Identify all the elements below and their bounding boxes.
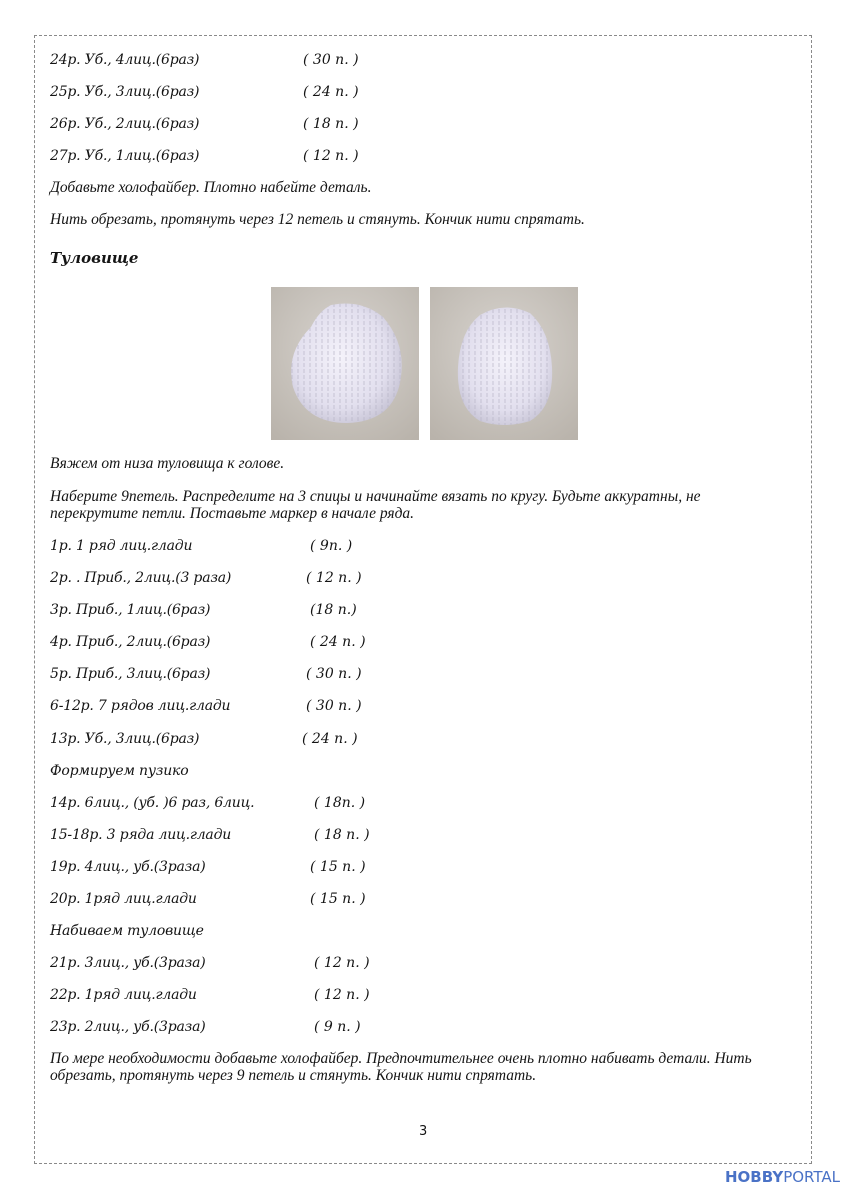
- knitted-body-photo-front: [430, 287, 578, 440]
- note-fill: Добавьте холофайбер. Плотно набейте деталь.: [50, 179, 372, 196]
- row-count: ( 12 п. ): [306, 570, 362, 586]
- row-count: ( 15 п. ): [310, 859, 366, 875]
- subheading-belly: Формируем пузико: [50, 763, 189, 779]
- page-number: 3: [419, 1124, 428, 1139]
- row-count: ( 12 п. ): [303, 148, 359, 164]
- row-count: ( 9 п. ): [314, 1019, 361, 1035]
- row-count: (18 п.): [310, 602, 357, 618]
- row-count: ( 18п. ): [314, 795, 366, 811]
- row-step: 25р. Уб., 3лиц.(6раз): [50, 84, 200, 100]
- row-step: 13р. Уб., 3лиц.(6раз): [50, 731, 200, 747]
- row-step: 23р. 2лиц., уб.(3раза): [50, 1019, 206, 1035]
- intro-cast-on: Наберите 9петель. Распределите на 3 спицы и начинайте вязать по кругу. Будьте аккуратны, не перекрутите петли. Поставьте маркер в начале ряда.: [50, 488, 701, 522]
- subheading-stuff: Набиваем туловище: [50, 923, 204, 939]
- row-step: 3р. Приб., 1лиц.(6раз): [50, 602, 211, 618]
- row-step: 14р. 6лиц., (уб. )6 раз, 6лиц.: [50, 795, 255, 811]
- row-count: ( 15 п. ): [310, 891, 366, 907]
- closing-note: По мере необходимости добавьте холофайбер. Предпочтительнее очень плотно набивать детали. Нить обрезать, протянуть через 9 петель и стянуть. Кончик нити спрятать.: [50, 1050, 752, 1084]
- row-step: 6-12р. 7 рядов лиц.глади: [50, 698, 231, 714]
- row-count: ( 12 п. ): [314, 987, 370, 1003]
- intro-direction: Вяжем от низа туловища к голове.: [50, 455, 285, 472]
- row-count: ( 30 п. ): [306, 666, 362, 682]
- row-step: 20р. 1ряд лиц.глади: [50, 891, 197, 907]
- row-step: 4р. Приб., 2лиц.(6раз): [50, 634, 211, 650]
- row-count: ( 30 п. ): [306, 698, 362, 714]
- row-step: 2р. . Приб., 2лиц.(3 раза): [50, 570, 232, 586]
- brand-light: PORTAL: [783, 1168, 840, 1186]
- row-step: 15-18р. 3 ряда лиц.глади: [50, 827, 232, 843]
- note-finish: Нить обрезать, протянуть через 12 петель и стянуть. Кончик нити спрятать.: [50, 211, 585, 228]
- row-count: ( 24 п. ): [310, 634, 366, 650]
- row-count: ( 18 п. ): [314, 827, 370, 843]
- knitted-body-photo-side: [271, 287, 419, 440]
- brand-bold: HOBBY: [724, 1168, 784, 1186]
- row-count: ( 24 п. ): [302, 731, 358, 747]
- row-count: ( 18 п. ): [303, 116, 359, 132]
- row-step: 19р. 4лиц., уб.(3раза): [50, 859, 206, 875]
- section-title: Туловище: [50, 249, 139, 267]
- row-step: 22р. 1ряд лиц.глади: [50, 987, 197, 1003]
- row-step: 27р. Уб., 1лиц.(6раз): [50, 148, 200, 164]
- row-step: 26р. Уб., 2лиц.(6раз): [50, 116, 200, 132]
- row-step: 24р. Уб., 4лиц.(6раз): [50, 52, 200, 68]
- row-step: 1р. 1 ряд лиц.глади: [50, 538, 193, 554]
- brand-logo: [725, 1168, 840, 1186]
- row-count: ( 9п. ): [310, 538, 353, 554]
- row-step: 21р. 3лиц., уб.(3раза): [50, 955, 206, 971]
- row-count: ( 12 п. ): [314, 955, 370, 971]
- row-count: ( 24 п. ): [303, 84, 359, 100]
- row-count: ( 30 п. ): [303, 52, 359, 68]
- row-step: 5р. Приб., 3лиц.(6раз): [50, 666, 211, 682]
